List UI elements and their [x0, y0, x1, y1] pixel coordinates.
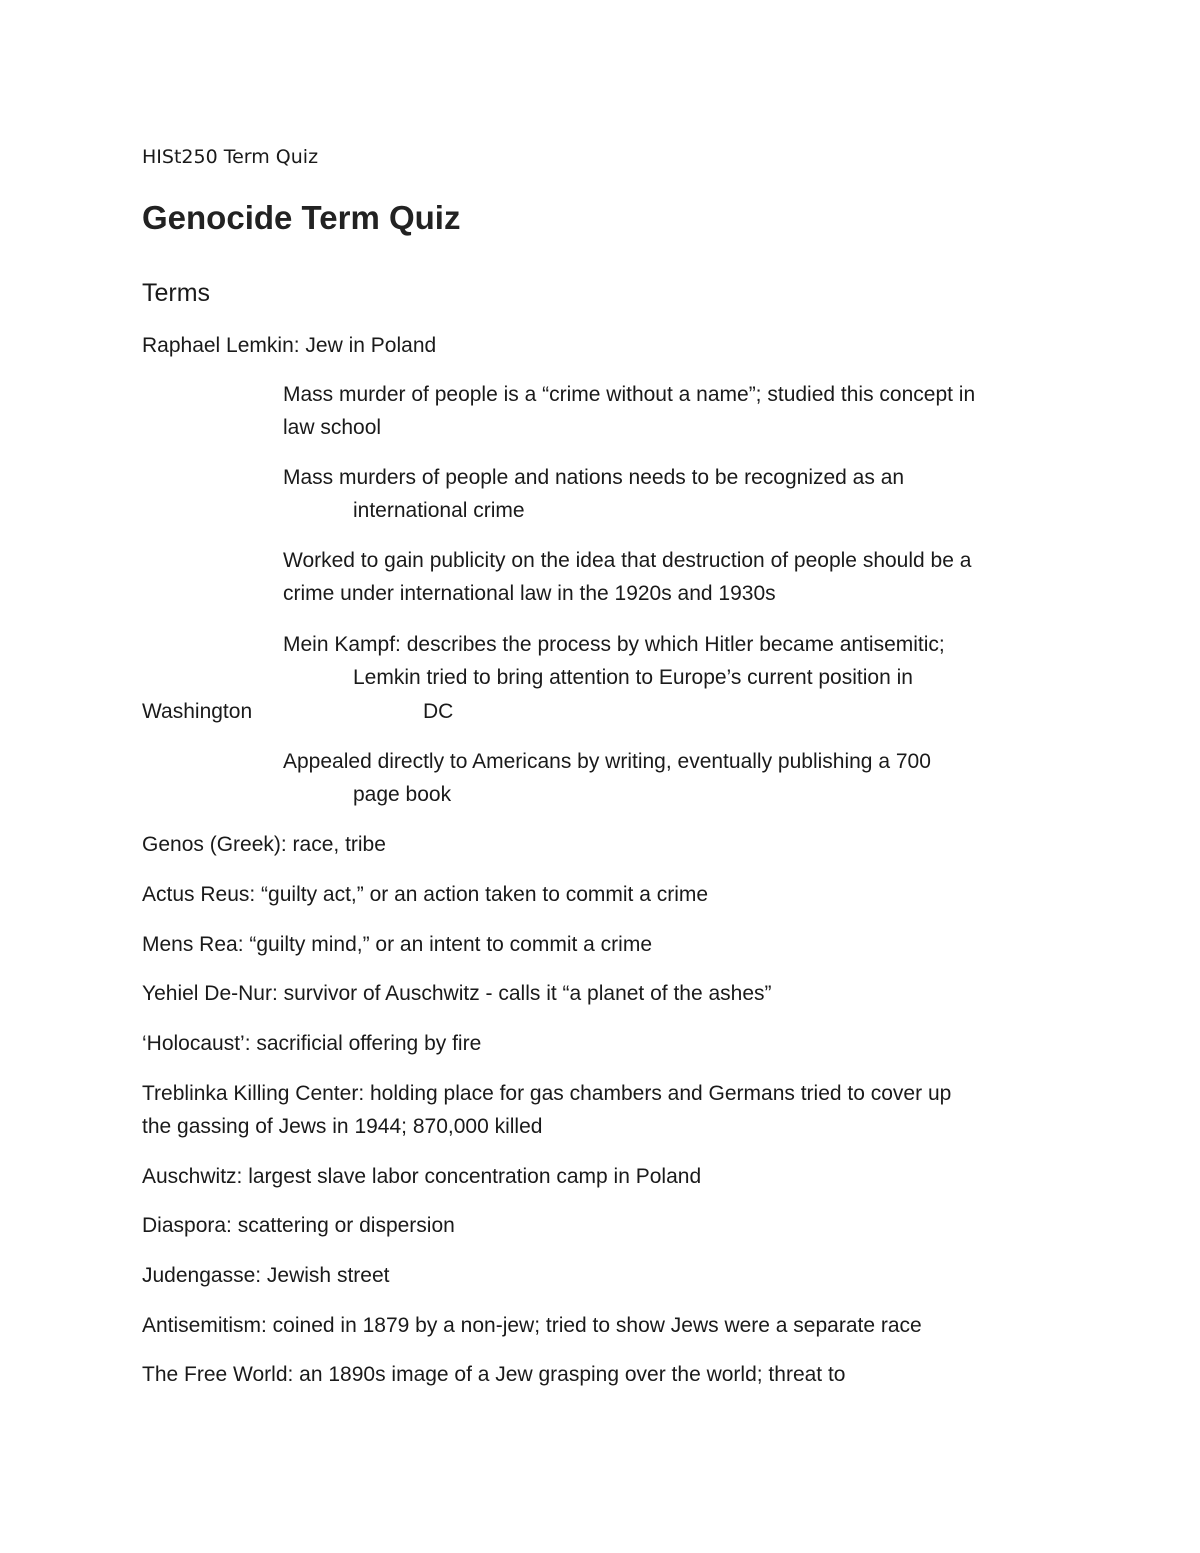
term-yehiel-de-nur: Yehiel De-Nur: survivor of Auschwitz - calls it “a planet of the ashes”: [142, 982, 772, 1005]
lemkin-point-3-line-2: crime under international law in the 1920s and 1930s: [283, 582, 776, 605]
term-raphael-lemkin: Raphael Lemkin: Jew in Poland: [142, 334, 437, 357]
lemkin-point-5-line-2: page book: [353, 783, 452, 806]
lemkin-point-4-line-3-end: DC: [423, 700, 454, 723]
section-heading-terms: Terms: [142, 279, 211, 307]
term-mens-rea: Mens Rea: “guilty mind,” or an intent to commit a crime: [142, 933, 653, 956]
lemkin-point-4-line-1: Mein Kampf: describes the process by which Hitler became antisemitic;: [283, 633, 945, 656]
lemkin-point-4-line-3-start: Washington: [142, 700, 253, 723]
course-label: HISt250 Term Quiz: [142, 146, 319, 168]
term-treblinka-line-2: the gassing of Jews in 1944; 870,000 killed: [142, 1115, 543, 1138]
term-holocaust: ‘Holocaust’: sacrificial offering by fire: [142, 1032, 482, 1055]
lemkin-point-2-line-2: international crime: [353, 499, 525, 522]
lemkin-point-4-line-2: Lemkin tried to bring attention to Europe’s current position in: [353, 666, 913, 689]
lemkin-point-1-line-1: Mass murder of people is a “crime without a name”; studied this concept in: [283, 383, 976, 406]
document-title: Genocide Term Quiz: [142, 199, 461, 236]
lemkin-point-5-line-1: Appealed directly to Americans by writing, eventually publishing a 700: [283, 750, 931, 773]
lemkin-point-2-line-1: Mass murders of people and nations needs to be recognized as an: [283, 466, 905, 489]
term-actus-reus: Actus Reus: “guilty act,” or an action taken to commit a crime: [142, 883, 709, 906]
lemkin-point-3-line-1: Worked to gain publicity on the idea that destruction of people should be a: [283, 549, 972, 572]
term-genos: Genos (Greek): race, tribe: [142, 833, 386, 856]
term-antisemitism: Antisemitism: coined in 1879 by a non-jew; tried to show Jews were a separate race: [142, 1314, 922, 1337]
term-auschwitz: Auschwitz: largest slave labor concentration camp in Poland: [142, 1165, 702, 1188]
term-judengasse: Judengasse: Jewish street: [142, 1264, 390, 1287]
lemkin-point-1-line-2: law school: [283, 416, 382, 439]
term-treblinka-line-1: Treblinka Killing Center: holding place for gas chambers and Germans tried to cover up: [142, 1082, 952, 1105]
term-diaspora: Diaspora: scattering or dispersion: [142, 1214, 455, 1237]
term-the-free-world: The Free World: an 1890s image of a Jew grasping over the world; threat to: [142, 1363, 846, 1386]
